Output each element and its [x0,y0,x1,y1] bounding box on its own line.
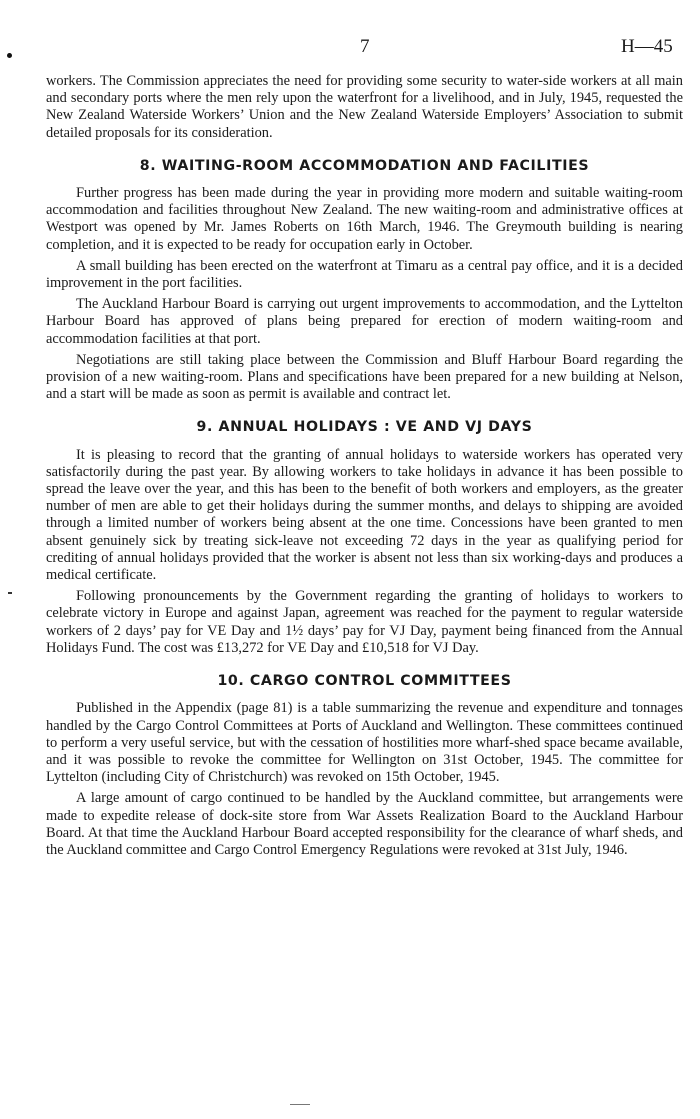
paragraph: A large amount of cargo continued to be handled by the Auckland committee, but arrangements were made to expedite release of dock-site store from War Assets Realization Board to the Auckland Harbour Board. At that time the Auckland Harbour Board accepted responsibility for the clearance of wharf sheds, and the Auckland committee and Cargo Control Emergency Regulations were revoked at 31st July, 1946. [46,790,683,858]
paragraph: It is pleasing to record that the granting of annual holidays to waterside workers has operated very satisfactorily during the past year. By allowing workers to take holidays in advance it has been possible to spread the leave over the year, and this has been to the benefit of both workers and employers, as the greater number of men are able to get their holidays during the summer months, and delays to shipping are avoided through a limited number of workers being absent at the one time. Concessions have been granted to men absent genuinely sick by treating sick-leave not exceeding 72 days in the year as qualifying period for crediting of annual holidays provided that the worker is absent not less than six working-days and produces a medical certificate. [46,446,683,584]
body-text [46,73,683,863]
paragraph: Following pronouncements by the Government regarding the granting of holidays to workers to celebrate victory in Europe and against Japan, agreement was reached for the payment to regular waterside workers of 2 days’ pay for VE Day and 1½ days’ pay for VJ Day, payment being financed from the Annual Holidays Fund. The cost was £13,272 for VE Day and £10,518 for VJ Day. [46,588,683,656]
paragraph-continuation: workers. The Commission appreciates the need for providing some security to water-side workers at all main and secondary ports where the men rely upon the waterfront for a livelihood, and in July, 1945, requested the New Zealand Waterside Workers’ Union and the New Zealand Waterside Employers’ Association to submit detailed proposals for its consideration. [46,73,683,141]
section-heading-waiting-room: 8. WAITING-ROOM ACCOMMODATION AND FACILITIES [139,157,590,174]
page-header [0,36,700,58]
section-heading-cargo-control: 10. CARGO CONTROL COMMITTEES [217,673,512,690]
margin-stray-mark [8,592,12,594]
page-number: 7 [360,36,370,57]
paragraph: The Auckland Harbour Board is carrying out urgent improvements to accommodation, and the Lyttelton Harbour Board has approved of plans being prepared for erection of modern waiting-room and accommodation facilities at that port. [46,296,683,347]
paragraph: A small building has been erected on the waterfront at Timaru as a central pay office, and it is a decided improvement in the port facilities. [46,257,683,292]
footer-rule [290,1104,310,1105]
section-heading-annual-holidays: 9. ANNUAL HOLIDAYS : VE AND VJ DAYS [196,419,533,436]
paragraph: Further progress has been made during the year in providing more modern and suitable waiting-room accommodation and facilities throughout New Zealand. The new waiting-room and administrative offices at Westport was opened by Mr. James Roberts on 16th March, 1946. The Greymouth building is nearing completion, and it is expected to be ready for occupation early in October. [46,185,683,253]
paragraph: Negotiations are still taking place between the Commission and Bluff Harbour Board regarding the provision of a new waiting-room. Plans and specifications have been prepared for a new building at Nelson, and a start will be made as soon as permit is available and contract let. [46,351,683,403]
document-reference: H—45 [621,36,673,57]
paragraph: Published in the Appendix (page 81) is a table summarizing the revenue and expenditure and tonnages handled by the Cargo Control Committees at Ports of Auckland and Wellington. These committees continued to perform a very useful service, but with the cessation of hostilities more wharf-shed space became available, and it was possible to revoke the committee for Wellington on 31st October, 1945. The committee for Lyttelton (including City of Christchurch) was revoked on 15th October, 1945. [46,700,683,786]
